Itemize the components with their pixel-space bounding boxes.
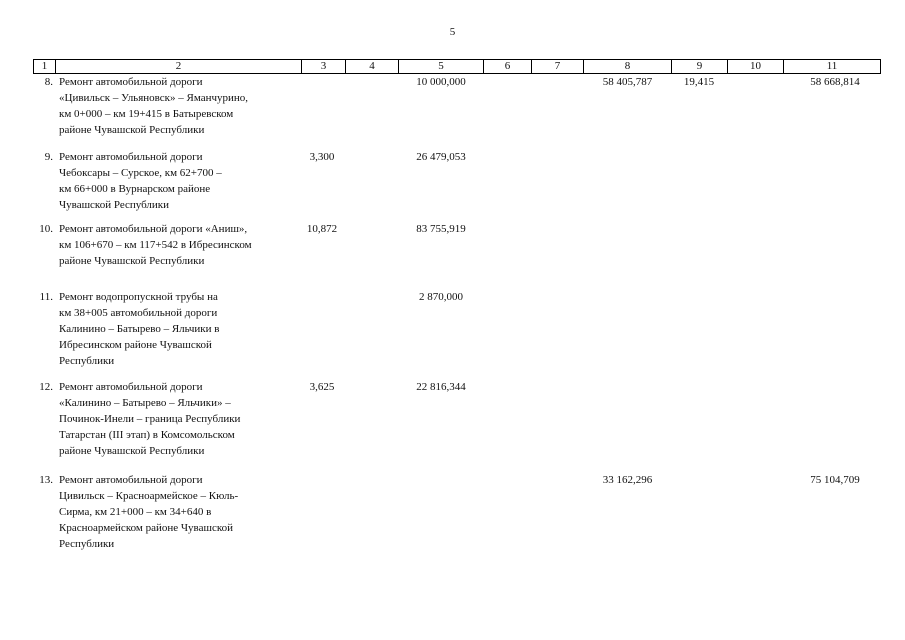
cell-col9: 19,415 [683,76,715,88]
row-description [59,149,299,213]
description-line: «Калинино – Батырево – Яльчики» – [59,397,231,409]
description-line: км 38+005 автомобильной дороги [59,307,218,319]
row-description [59,472,299,552]
description-line: Починок-Инели – граница Республики [59,413,241,425]
description-line: Сирма, км 21+000 – км 34+640 в [59,506,212,518]
description-line: км 0+000 – км 19+415 в Батыревском [59,108,234,120]
row-number: 10. [39,223,53,235]
header-col-6: 6 [483,60,531,73]
cell-col5: 2 870,000 [419,291,463,303]
header-col-7: 7 [531,60,583,73]
cell-col3: 10,872 [306,223,338,235]
row-description [59,379,299,457]
cell-col3: 3,300 [309,151,335,163]
row-number: 9. [44,151,53,163]
row-number: 8. [44,76,53,88]
header-col-11: 11 [783,60,881,73]
description-line: районе Чувашской Республики [59,255,205,267]
cell-col5: 83 755,919 [416,223,466,235]
cell-col11: 58 668,814 [810,76,860,88]
description-line: районе Чувашской Республики [59,124,205,136]
header-col-2: 2 [55,60,301,73]
cell-col11: 75 104,709 [810,474,860,486]
description-line: Ремонт автомобильной дороги [59,474,203,486]
description-line: Татарстан (III этап) в Комсомольском [59,429,235,441]
description-line: км 66+000 в Вурнарском районе [59,183,211,195]
cell-col5: 26 479,053 [416,151,466,163]
row-description [59,221,299,269]
row-description [59,74,299,138]
description-line: Ремонт автомобильной дороги [59,381,203,393]
row-number: 11. [39,291,53,303]
description-line: Чувашской Республики [59,199,170,211]
cell-col8: 33 162,296 [602,474,653,486]
description-line: Республики [59,538,115,550]
header-col-1: 1 [33,60,55,73]
header-col-4: 4 [345,60,398,73]
description-line: «Цивильск – Ульяновск» – Яманчурино, [59,92,249,104]
cell-col3: 3,625 [309,381,335,393]
row-description [59,289,299,369]
header-col-5: 5 [398,60,483,73]
header-col-9: 9 [671,60,727,73]
description-line: Ремонт автомобильной дороги [59,76,203,88]
description-line: Цивильск – Красноармейское – Кюль- [59,490,239,502]
description-line: Калинино – Батырево – Яльчики в [59,323,220,335]
header-col-3: 3 [301,60,345,73]
cell-col5: 10 000,000 [416,76,466,88]
description-line: км 106+670 – км 117+542 в Ибресинском [59,239,252,251]
description-line: Республики [59,355,115,367]
description-line: Ремонт водопропускной трубы на [59,291,218,303]
header-col-10: 10 [727,60,783,73]
row-number: 12. [39,381,53,393]
description-line: районе Чувашской Республики [59,445,205,457]
description-line: Чебоксары – Сурское, км 62+700 – [59,167,222,179]
description-line: Ремонт автомобильной дороги «Аниш», [59,223,248,235]
cell-col8: 58 405,787 [602,76,653,88]
row-number: 13. [39,474,53,486]
description-line: Ремонт автомобильной дороги [59,151,203,163]
description-line: Ибресинском районе Чувашской [59,339,212,351]
description-line: Красноармейском районе Чувашской [59,522,233,534]
cell-col5: 22 816,344 [416,381,466,393]
table-header [33,59,881,74]
page-number: 5 [449,26,456,38]
header-col-8: 8 [583,60,671,73]
